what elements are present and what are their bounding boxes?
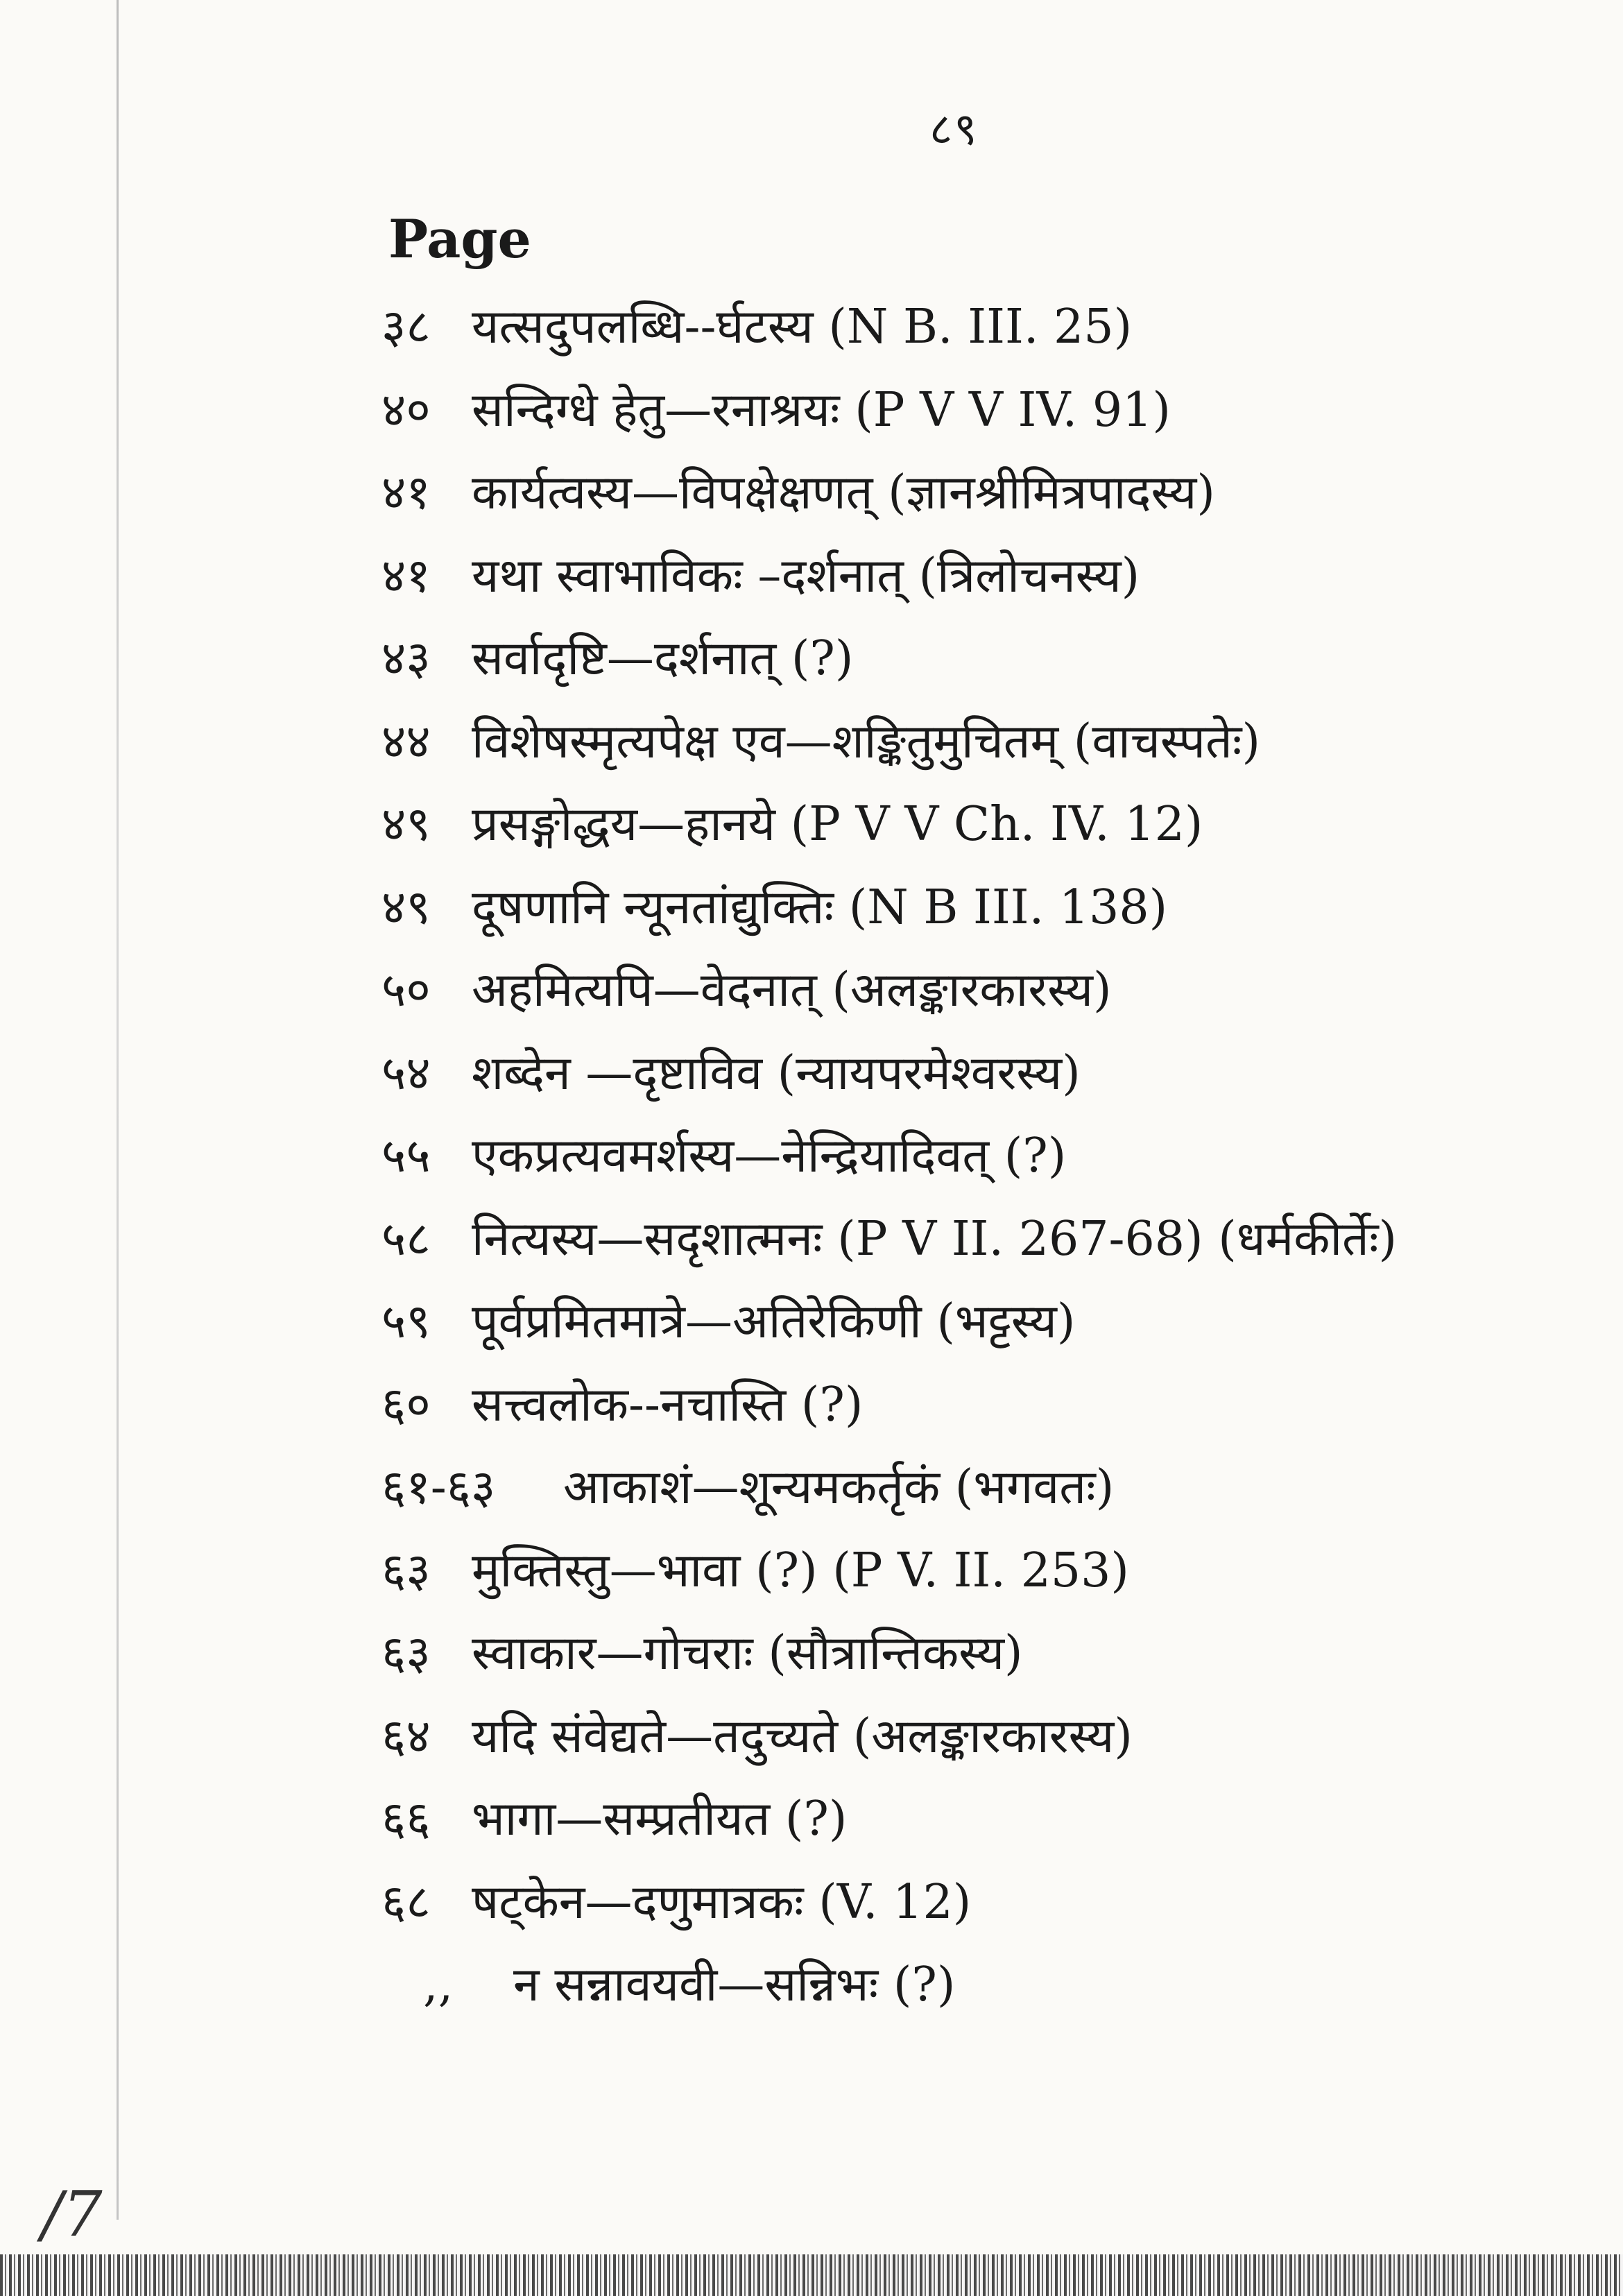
index-entry bbox=[381, 1530, 1602, 1613]
index-entry bbox=[381, 1115, 1602, 1198]
entry-page-ref: ४१ bbox=[381, 465, 431, 520]
entry-page-ref: ४१ bbox=[381, 548, 431, 603]
entry-page-ref: ३८ bbox=[381, 300, 431, 354]
index-entry bbox=[381, 1612, 1602, 1695]
page-number: ८९ bbox=[929, 104, 979, 155]
entry-text: शब्देन —दृष्टाविव (न्यायपरमेश्वरस्य) bbox=[472, 1045, 1081, 1101]
index-entry bbox=[381, 949, 1602, 1032]
entry-text: षट्केन—दणुमात्रकः (V. 12) bbox=[472, 1874, 972, 1930]
entry-text: कार्यत्वस्य—विपक्षेक्षणत् (ज्ञानश्रीमित्रपादस्य) bbox=[472, 465, 1215, 520]
entry-text: यथा स्वाभाविकः –दर्शनात् (त्रिलोचनस्य) bbox=[472, 548, 1140, 603]
index-entry bbox=[381, 452, 1602, 535]
entry-text: सर्वादृष्टि—दर्शनात् (?) bbox=[472, 631, 854, 686]
entry-page-ref: ६३ bbox=[381, 1543, 431, 1598]
index-entry bbox=[381, 1446, 1602, 1530]
entry-page-ref: ४९ bbox=[381, 797, 431, 852]
entry-page-ref: ६८ bbox=[381, 1874, 431, 1930]
entry-page-ref: ५८ bbox=[381, 1211, 431, 1267]
index-entry bbox=[381, 1944, 1602, 2027]
entry-text: यत्सदुपलब्धि--र्घटस्य (N B. III. 25) bbox=[472, 300, 1133, 354]
scan-corner-mark: /7 bbox=[42, 2178, 103, 2251]
index-entry bbox=[381, 1280, 1602, 1364]
entry-text: सन्दिग्धे हेतु—रनाश्रयः (P V V IV. 91) bbox=[472, 382, 1171, 438]
index-entries bbox=[381, 286, 1602, 2027]
entry-page-ref: ४० bbox=[381, 382, 431, 438]
entry-text: भागा—सम्प्रतीयत (?) bbox=[472, 1792, 848, 1847]
page-column-heading: Page bbox=[388, 208, 531, 270]
entry-text: मुक्तिस्तु—भावा (?) (P V. II. 253) bbox=[472, 1543, 1129, 1598]
index-entry bbox=[381, 535, 1602, 618]
entry-page-ref: ४३ bbox=[381, 631, 431, 686]
entry-text: विशेषस्मृत्यपेक्ष एव—शङ्कितुमुचितम् (वाचस्पतेः) bbox=[472, 714, 1261, 769]
entry-text: नित्यस्य—सदृशात्मनः (P V II. 267-68) (धर्मकीर्तेः) bbox=[472, 1211, 1398, 1267]
entry-text: यदि संवेद्यते—तदुच्यते (अलङ्कारकारस्य) bbox=[472, 1708, 1133, 1764]
binding-margin-line bbox=[117, 0, 119, 2220]
entry-text: प्रसङ्गोद्धय—हानये (P V V Ch. IV. 12) bbox=[472, 797, 1203, 852]
index-entry bbox=[381, 866, 1602, 950]
entry-page-ref: ६४ bbox=[381, 1708, 431, 1764]
entry-page-ref: ६६ bbox=[381, 1792, 431, 1847]
entry-page-ref: ४९ bbox=[381, 880, 431, 935]
entry-text: एकप्रत्यवमर्शस्य—नेन्द्रियादिवत् (?) bbox=[472, 1129, 1067, 1183]
entry-page-ref: ,, bbox=[423, 1957, 454, 2012]
index-entry bbox=[381, 286, 1602, 369]
index-entry bbox=[381, 369, 1602, 452]
entry-page-ref: ५० bbox=[381, 963, 431, 1018]
index-entry bbox=[381, 1198, 1602, 1281]
entry-page-ref: ४४ bbox=[381, 714, 431, 769]
index-entry bbox=[381, 1861, 1602, 1944]
entry-page-ref: ६१-६३ bbox=[381, 1460, 496, 1515]
entry-page-ref: ५९ bbox=[381, 1294, 431, 1349]
entry-page-ref: ६० bbox=[381, 1377, 431, 1432]
entry-text: न सन्नावयवी—सन्निभः (?) bbox=[513, 1957, 956, 2012]
entry-text: दूषणानि न्यूनतांद्युक्तिः (N B III. 138) bbox=[472, 880, 1168, 935]
entry-page-ref: ५४ bbox=[381, 1045, 431, 1101]
index-entry bbox=[381, 1778, 1602, 1861]
entry-text: पूर्वप्रमितमात्रे—अतिरेकिणी (भट्टस्य) bbox=[472, 1294, 1076, 1349]
entry-page-ref: ६३ bbox=[381, 1626, 431, 1681]
index-entry bbox=[381, 1032, 1602, 1115]
scan-edge-strip bbox=[0, 2254, 1623, 2296]
index-entry bbox=[381, 701, 1602, 784]
entry-text: सत्त्वलोक--नचास्ति (?) bbox=[472, 1377, 864, 1432]
entry-text: अहमित्यपि—वेदनात् (अलङ्कारकारस्य) bbox=[472, 963, 1112, 1018]
entry-page-ref: ५५ bbox=[381, 1129, 431, 1183]
entry-text: स्वाकार—गोचराः (सौत्रान्तिकस्य) bbox=[472, 1626, 1023, 1681]
index-entry bbox=[381, 617, 1602, 701]
index-entry bbox=[381, 783, 1602, 866]
entry-text: आकाशं—शून्यमकर्तृकं (भगवतः) bbox=[563, 1460, 1115, 1515]
index-entry bbox=[381, 1695, 1602, 1779]
index-entry bbox=[381, 1364, 1602, 1447]
